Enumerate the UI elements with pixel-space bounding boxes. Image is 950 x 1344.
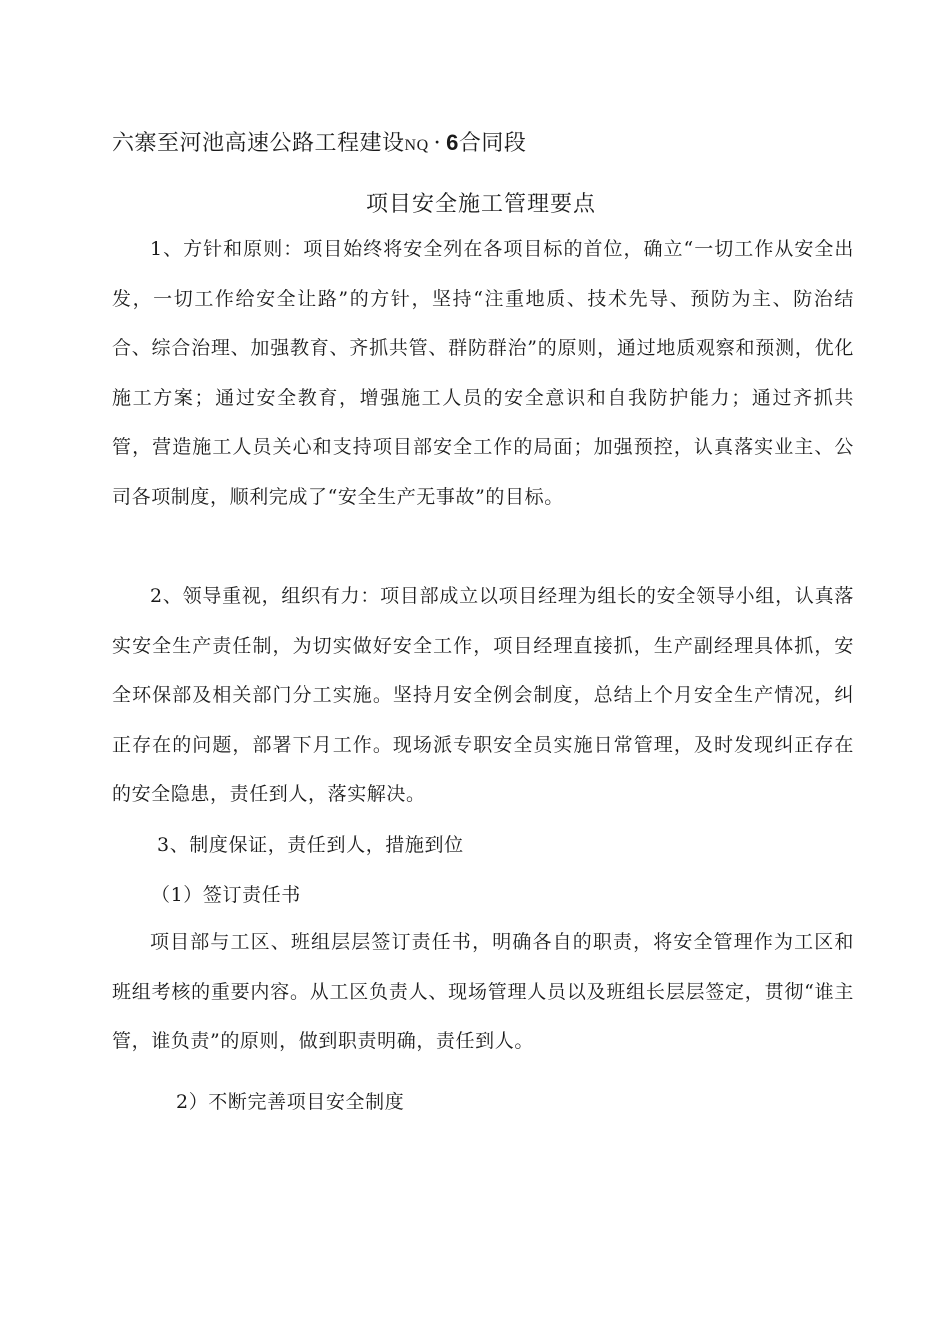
header-no-mark: NQ <box>404 137 429 154</box>
section-3-heading: 3、制度保证，责任到人，措施到位 <box>157 834 464 856</box>
paragraph-2-leadership: 2、领导重视，组织有力：项目部成立以项目经理为组长的安全领导小组，认真落实安全生产责任制，为切实做好安全工作，项目经理直接抓，生产副经理具体抓，安全环保部及相关部门分工实施。坚持月安全例会制度，总结上个月安全生产情况，纠正存在的问题，部署下月工作。现场派专职安全员实施日常管理，及时发现纠正存在的安全隐患，责任到人，落实解决。 <box>112 585 854 805</box>
document-header <box>112 126 526 163</box>
page-title: 项目安全施工管理要点 <box>365 192 596 217</box>
subsection-2-heading: 2）不断完善项目安全制度 <box>176 1091 405 1113</box>
header-prefix: 六寨至河池高速公路工程建设 <box>112 131 405 156</box>
paragraph-responsibility: 项目部与工区、班组层层签订责任书，明确各自的职责，将安全管理作为工区和班组考核的重要内容。从工区负责人、现场管理人员以及班组长层层签定，贯彻“谁主管，谁负责”的原则，做到职责明确，责任到人。 <box>112 931 854 1052</box>
header-dot: · <box>433 131 442 156</box>
paragraph-1-policy: 1、方针和原则：项目始终将安全列在各项目标的首位，确立“一切工作从安全出发，一切工作给安全让路”的方针，坚持“注重地质、技术先导、预防为主、防治结合、综合治理、加强教育、齐抓共管、群防群治”的原则，通过地质观察和预测，优化施工方案；通过安全教育，增强施工人员的安全意识和自我防护能力；通过齐抓共管，营造施工人员关心和支持项目部安全工作的局面；加强预控，认真落实业主、公司各项制度，顺利完成了“安全生产无事故”的目标。 <box>112 238 854 508</box>
header-suffix: 合同段 <box>458 131 527 156</box>
subsection-1-heading: （1）签订责任书 <box>151 884 301 906</box>
header-section-number: 6 <box>446 130 459 155</box>
